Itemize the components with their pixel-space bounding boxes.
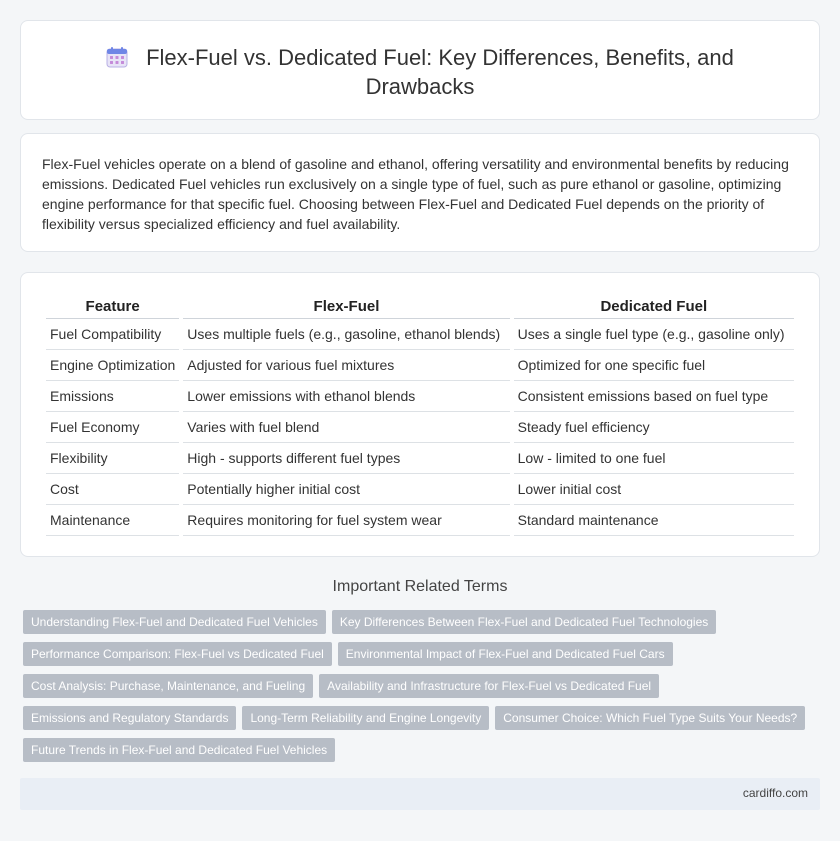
dedicated-fuel-cell: Steady fuel efficiency [514,412,794,443]
flex-fuel-cell: Adjusted for various fuel mixtures [183,350,509,381]
table-row [46,474,794,505]
feature-cell: Emissions [46,381,179,412]
table-row [46,412,794,443]
table-row [46,350,794,381]
table-row [46,381,794,412]
feature-cell: Engine Optimization [46,350,179,381]
feature-cell: Flexibility [46,443,179,474]
table-header-row [46,295,794,319]
dedicated-fuel-cell: Low - limited to one fuel [514,443,794,474]
intro-paragraph: Flex-Fuel vehicles operate on a blend of gasoline and ethanol, offering versatility and environmental benefits by reducing emissions. Dedicated Fuel vehicles run exclusively on a single type of fuel, such as pure ethanol or gasoline, optimizing engine performance for that specific fuel. Choosing between Flex-Fuel and Dedicated Fuel depends on the priority of flexibility versus specialized efficiency and fuel availability. [42,156,789,232]
related-term-link[interactable]: Consumer Choice: Which Fuel Type Suits Your Needs? [495,706,805,730]
related-term-link[interactable]: Long-Term Reliability and Engine Longevity [242,706,489,730]
related-term-link[interactable]: Emissions and Regulatory Standards [23,706,236,730]
flex-fuel-cell: High - supports different fuel types [183,443,509,474]
comparison-table [42,295,798,536]
related-term-link[interactable]: Environmental Impact of Flex-Fuel and Dedicated Fuel Cars [338,642,673,666]
feature-cell: Fuel Compatibility [46,319,179,350]
related-term-link[interactable]: Performance Comparison: Flex-Fuel vs Dedicated Fuel [23,642,332,666]
dedicated-fuel-cell: Uses a single fuel type (e.g., gasoline only) [514,319,794,350]
flex-fuel-cell: Varies with fuel blend [183,412,509,443]
page-title: Flex-Fuel vs. Dedicated Fuel: Key Differences, Benefits, and Drawbacks [146,45,734,99]
calendar-icon [106,46,128,68]
table-row [46,505,794,536]
flex-fuel-cell: Potentially higher initial cost [183,474,509,505]
flex-fuel-cell: Uses multiple fuels (e.g., gasoline, ethanol blends) [183,319,509,350]
related-term-link[interactable]: Availability and Infrastructure for Flex-Fuel vs Dedicated Fuel [319,674,659,698]
table-row [46,443,794,474]
related-term-link[interactable]: Key Differences Between Flex-Fuel and Dedicated Fuel Technologies [332,610,716,634]
tag-row [23,738,803,770]
footer-site-name: cardiffo.com [742,786,808,800]
dedicated-fuel-cell: Optimized for one specific fuel [514,350,794,381]
related-term-link[interactable]: Cost Analysis: Purchase, Maintenance, and Fueling [23,674,313,698]
tag-row [23,674,803,706]
dedicated-fuel-cell: Consistent emissions based on fuel type [514,381,794,412]
table-row [46,319,794,350]
related-terms-title: Important Related Terms [332,578,508,595]
tag-row [23,642,803,674]
flex-fuel-cell: Lower emissions with ethanol blends [183,381,509,412]
feature-cell: Maintenance [46,505,179,536]
header-flex-fuel: Flex-Fuel [183,295,509,319]
footer [20,778,820,810]
header-feature: Feature [46,295,179,319]
tag-row [23,706,803,738]
comparison-card [20,272,820,557]
feature-cell: Fuel Economy [46,412,179,443]
dedicated-fuel-cell: Standard maintenance [514,505,794,536]
flex-fuel-cell: Requires monitoring for fuel system wear [183,505,509,536]
header-dedicated-fuel: Dedicated Fuel [514,295,794,319]
dedicated-fuel-cell: Lower initial cost [514,474,794,505]
page-title-wrap [21,43,819,101]
tag-row [23,610,803,642]
related-term-link[interactable]: Understanding Flex-Fuel and Dedicated Fuel Vehicles [23,610,326,634]
title-card [20,20,820,120]
related-terms-list [23,610,803,770]
feature-cell: Cost [46,474,179,505]
related-term-link[interactable]: Future Trends in Flex-Fuel and Dedicated Fuel Vehicles [23,738,335,762]
intro-card [20,133,820,252]
